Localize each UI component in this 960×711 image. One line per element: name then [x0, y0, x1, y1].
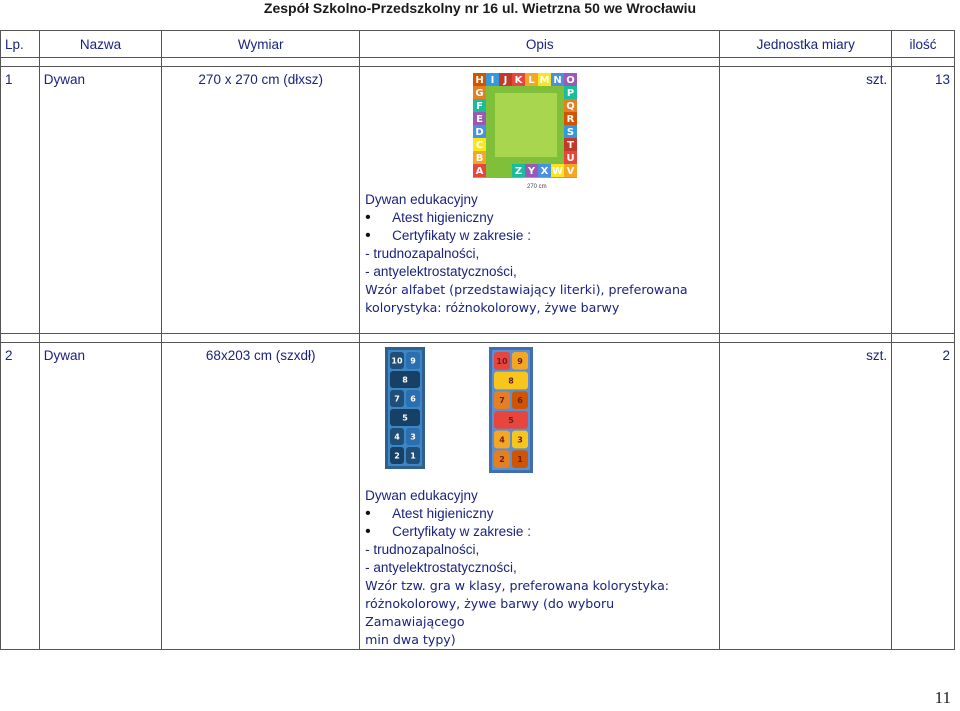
page-number: 11: [934, 688, 951, 707]
hopscotch-rug-blue-image: [385, 347, 425, 469]
row-unit: szt.: [720, 343, 892, 650]
rug-letter: R: [566, 114, 575, 125]
table-header-row: [1, 31, 955, 58]
hopscotch-number: 6: [410, 394, 416, 404]
table-row: [1, 343, 955, 650]
list-item: • Atest higieniczny: [365, 505, 715, 523]
rug-letter: Z: [515, 166, 523, 177]
rug-letter: J: [503, 75, 508, 86]
rug-letter: E: [476, 114, 484, 125]
rug-letter: A: [475, 166, 484, 177]
description-bullets: [365, 209, 715, 245]
rug-letter: W: [552, 166, 564, 177]
description-heading: Dywan edukacyjny: [365, 192, 478, 207]
hopscotch-number: 7: [394, 394, 400, 404]
alphabet-rug-image: [469, 71, 581, 191]
hopscotch-number: 10: [391, 356, 403, 366]
rug-size-caption: 270 cm: [527, 184, 547, 190]
row-unit: szt.: [720, 67, 892, 334]
items-table: [0, 30, 955, 650]
rug-letter: I: [490, 75, 495, 86]
document-title: Zespół Szkolno-Przedszkolny nr 16 ul. Wietrzna 50 we Wrocławiu: [263, 0, 697, 16]
hopscotch-rug-colorful-image: [489, 347, 533, 473]
row-quantity: 13: [892, 67, 955, 334]
rug-letter: M: [539, 75, 550, 86]
rug-letter: O: [566, 75, 575, 86]
hopscotch-number: 9: [410, 356, 416, 366]
rug-letter: H: [475, 75, 484, 86]
list-item: • Certyfikaty w zakresie :: [365, 523, 715, 541]
hopscotch-number: 3: [517, 435, 523, 445]
list-item: • Certyfikaty w zakresie :: [365, 227, 715, 245]
hopscotch-number: 10: [496, 356, 508, 366]
row-quantity: 2: [892, 343, 955, 650]
row-name: Dywan: [39, 67, 162, 334]
row-name: Dywan: [39, 343, 162, 650]
header-description: Opis: [360, 31, 720, 58]
hopscotch-number: 9: [517, 356, 523, 366]
rug-letter: X: [540, 166, 549, 177]
row-description: [360, 67, 720, 334]
rug-letter: V: [566, 166, 575, 177]
hopscotch-number: 2: [499, 455, 505, 465]
header-dimensions: Wymiar: [162, 31, 360, 58]
description-line: Wzór tzw. gra w klasy, preferowana kolorystyka:: [365, 578, 670, 593]
rug-letter: C: [475, 140, 484, 151]
rug-letter: F: [476, 101, 484, 112]
rug-letter: N: [553, 75, 562, 86]
row-lp: 1: [1, 67, 40, 334]
row-lp: 2: [1, 343, 40, 650]
hopscotch-number: 5: [508, 415, 514, 425]
rug-letter: Y: [528, 166, 536, 177]
description-line: min dwa typy): [365, 632, 456, 647]
header-name: Nazwa: [39, 31, 162, 58]
description-line: - antyelektrostatyczności,: [365, 264, 517, 279]
list-item: • Atest higieniczny: [365, 209, 715, 227]
rug-letter: T: [567, 140, 575, 151]
hopscotch-number: 5: [402, 413, 408, 423]
rug-letter: U: [566, 153, 575, 164]
description-line: kolorystyka: różnokolorowy, żywe barwy: [365, 300, 620, 315]
hopscotch-number: 8: [402, 375, 408, 385]
rug-letter: Q: [566, 101, 575, 112]
hopscotch-number: 8: [508, 376, 514, 386]
hopscotch-number: 4: [394, 432, 400, 442]
rug-letter: B: [475, 153, 484, 164]
rug-letter: L: [528, 75, 535, 86]
hopscotch-number: 6: [517, 396, 523, 406]
rug-letter: S: [567, 127, 575, 138]
hopscotch-number: 4: [499, 435, 505, 445]
row-description: [360, 343, 720, 650]
description-heading: Dywan edukacyjny: [365, 488, 478, 503]
hopscotch-number: 1: [517, 455, 523, 465]
description-line: - trudnozapalności,: [365, 246, 480, 261]
hopscotch-number: 2: [394, 451, 400, 461]
rug-letter: P: [566, 88, 575, 99]
description-bullets: [365, 505, 715, 541]
rug-letter: G: [475, 88, 484, 99]
hopscotch-number: 3: [410, 432, 416, 442]
rug-letter: D: [475, 127, 484, 138]
hopscotch-number: 1: [410, 451, 416, 461]
header-lp: Lp.: [1, 31, 40, 58]
row-dimensions: 270 x 270 cm (dłxsz): [162, 67, 360, 334]
description-line: - antyelektrostatyczności,: [365, 560, 517, 575]
rug-letter: K: [514, 75, 523, 86]
description-line: różnokolorowy, żywe barwy (do wyboru Zamawiającego: [365, 596, 615, 629]
hopscotch-number: 7: [499, 396, 505, 406]
header-quantity: ilość: [892, 31, 955, 58]
table-row: [1, 67, 955, 334]
header-unit: Jednostka miary: [720, 31, 892, 58]
description-line: Wzór alfabet (przedstawiający literki), preferowana: [365, 282, 688, 297]
description-line: - trudnozapalności,: [365, 542, 480, 557]
row-dimensions: 68x203 cm (szxdł): [162, 343, 360, 650]
